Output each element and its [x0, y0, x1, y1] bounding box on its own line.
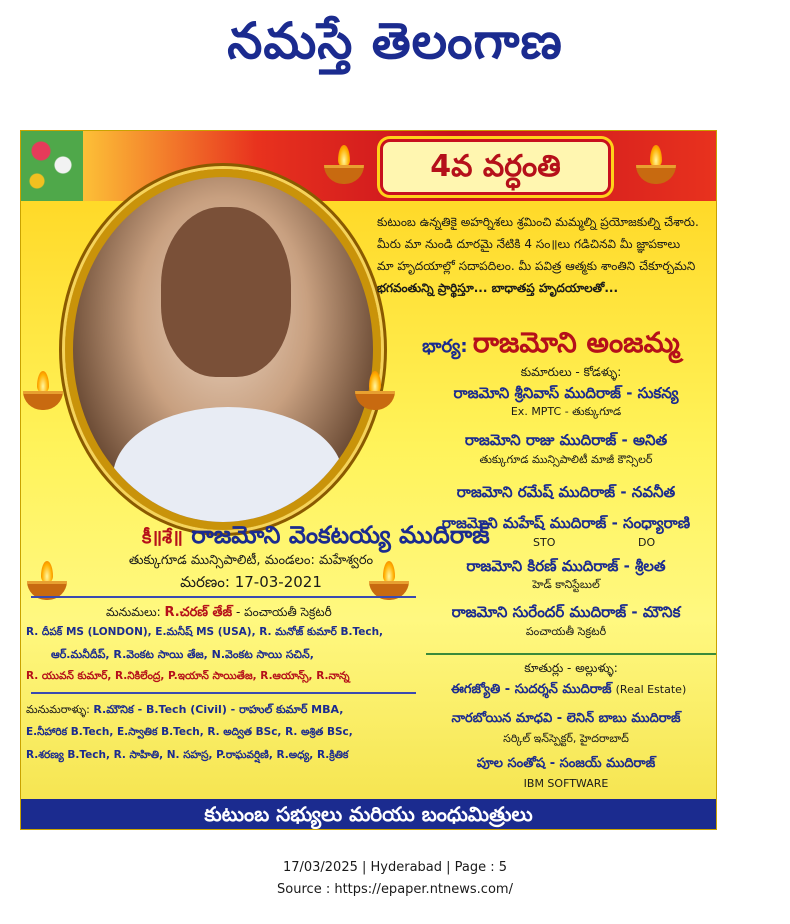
oil-lamp-icon	[27, 561, 67, 601]
son-name: రాజమోని రాజు ముదిరాజ్ - అనిత	[464, 431, 668, 449]
son-note: STO	[533, 536, 556, 549]
granddaughters-line: E.నీహారిక B.Tech, E.స్వాతిక B.Tech, R. అద్విత BSc, R. అశ్రిత BSc,	[26, 726, 353, 738]
grandsons-line: R. యువన్ కుమార్, R.నికిలేంద్ర, P.ఇయాన్ సాయితేజ, R.ఆయాన్స్, R.నాన్న	[26, 670, 350, 682]
obituary-advertisement	[20, 130, 717, 830]
anniversary-title: 4వ వర్ధంతి	[380, 139, 611, 195]
paragraph-line: మీరు మా నుండి దూరమై నేటికి 4 సం॥లు గడిచినవి మీ జ్ఞాపకాలు	[377, 237, 681, 251]
paragraph-line: కుటుంబ ఉన్నతికై అహర్నిశలు శ్రమించి మమ్మల్ని ప్రయోజకుల్ని చేశారు.	[377, 215, 699, 229]
son-name: రాజమోని శ్రీనివాస్ ముదిరాజ్ - సుకన్య	[453, 384, 679, 402]
oil-lamp-icon	[23, 371, 63, 411]
wife-name-block	[396, 326, 706, 366]
oil-lamp-icon	[636, 145, 676, 185]
son-name: రాజమోని సురేందర్ ముదిరాజ్ - మౌనిక	[451, 603, 681, 621]
daughters-header: కూతుర్లు - అల్లుళ్ళు:	[524, 661, 618, 675]
death-date: మరణం: 17-03-2021	[180, 573, 322, 591]
address: తుక్కుగూడ మున్సిపాలిటీ, మండలం: మహేశ్వరం	[128, 553, 374, 568]
newspaper-masthead: నమస్తే తెలంగాణ	[227, 12, 563, 70]
son-name: రాజమోని కిరణ్ ముదిరాజ్ - శ్రీలత	[466, 557, 666, 575]
grandsons-first-line: మనుమలు: R.చరణ్ తేజ్ - పంచాయతీ సెక్రటరీ	[106, 605, 332, 620]
son-note: Ex. MPTC - తుక్కుగూడ	[510, 405, 622, 418]
granddaughters-line: R.శరణ్య B.Tech, R. సాహితి, N. సహస్ర, P.రాఘవర్షిణి, R.అధ్య, R.క్రితిక	[26, 749, 349, 761]
son-name: రాజమోని రమేష్ ముదిరాజ్ - నవనీత	[456, 483, 676, 501]
portrait-photo	[65, 169, 381, 530]
daughter-name: నారబోయిన మాధవి - లెనిన్ బాబు ముదిరాజ్	[451, 711, 681, 726]
wife-label: భార్య:	[422, 336, 468, 357]
footer-source: Source : https://epaper.ntnews.com/	[277, 882, 513, 897]
tribute-paragraph	[377, 211, 705, 299]
section-divider	[426, 653, 717, 655]
son-note: తుక్కుగూడ మున్సిపాలిటీ మాజీ కౌన్సిలర్	[479, 453, 653, 466]
paragraph-line: మా హృదయాల్లో సదాపదిలం. మీ పవిత్ర ఆత్మకు శాంతిని చేకూర్చమని	[377, 259, 696, 273]
sons-header: కుమారులు - కోడళ్ళు:	[520, 365, 622, 379]
deceased-name: కీ॥శే॥ రాజమోని వెంకటయ్య ముదిరాజ్	[142, 521, 490, 549]
section-divider	[31, 596, 416, 598]
grandsons-line: ఆర్.మనీదీప్, R.వెంకట సాయి తేజ, N.వెంకట సాయి సచిన్,	[51, 648, 314, 661]
son-name: రాజమోని మహేష్ ముదిరాజ్ - సంధ్యారాణి	[441, 514, 691, 532]
footer-date-page: 17/03/2025 | Hyderabad | Page : 5	[282, 860, 508, 875]
flower-decoration-icon	[21, 131, 83, 201]
oil-lamp-icon	[355, 371, 395, 411]
oil-lamp-icon	[324, 145, 364, 185]
daughter-note: IBM SOFTWARE	[523, 777, 609, 790]
family-signature-bar: కుటుంబ సభ్యులు మరియు బంధుమిత్రులు	[21, 799, 716, 829]
grandsons-line: R. దీపక్ MS (LONDON), E.మనీష్ MS (USA), R. మనోజ్ కుమార్ B.Tech,	[26, 626, 384, 638]
section-divider	[31, 692, 416, 694]
son-note: పంచాయతీ సెక్రటరీ	[525, 625, 607, 638]
daughter-name: పూల సంతోష - సంజయ్ ముదిరాజ్	[476, 756, 656, 771]
granddaughters-first-line: మనుమరాళ్ళు: R.మౌనిక - B.Tech (Civil) - రాహుల్ కుమార్ MBA,	[26, 703, 344, 716]
son-note: DO	[638, 536, 656, 549]
paragraph-line: భగవంతున్ని ప్రార్థిస్తూ... బాధాతప్త హృదయాలతో...	[377, 281, 619, 295]
daughter-note: సర్కిల్ ఇన్‌స్పెక్టర్, హైదరాబాద్	[503, 732, 629, 745]
wife-name: రాజమోని అంజమ్మ	[472, 326, 680, 359]
daughter-entry: ఈగజ్యోతి - సుదర్శన్ ముదిరాజ్ (Real Estate)	[451, 682, 687, 697]
son-note: హెడ్ కానిస్టేబుల్	[532, 578, 600, 591]
